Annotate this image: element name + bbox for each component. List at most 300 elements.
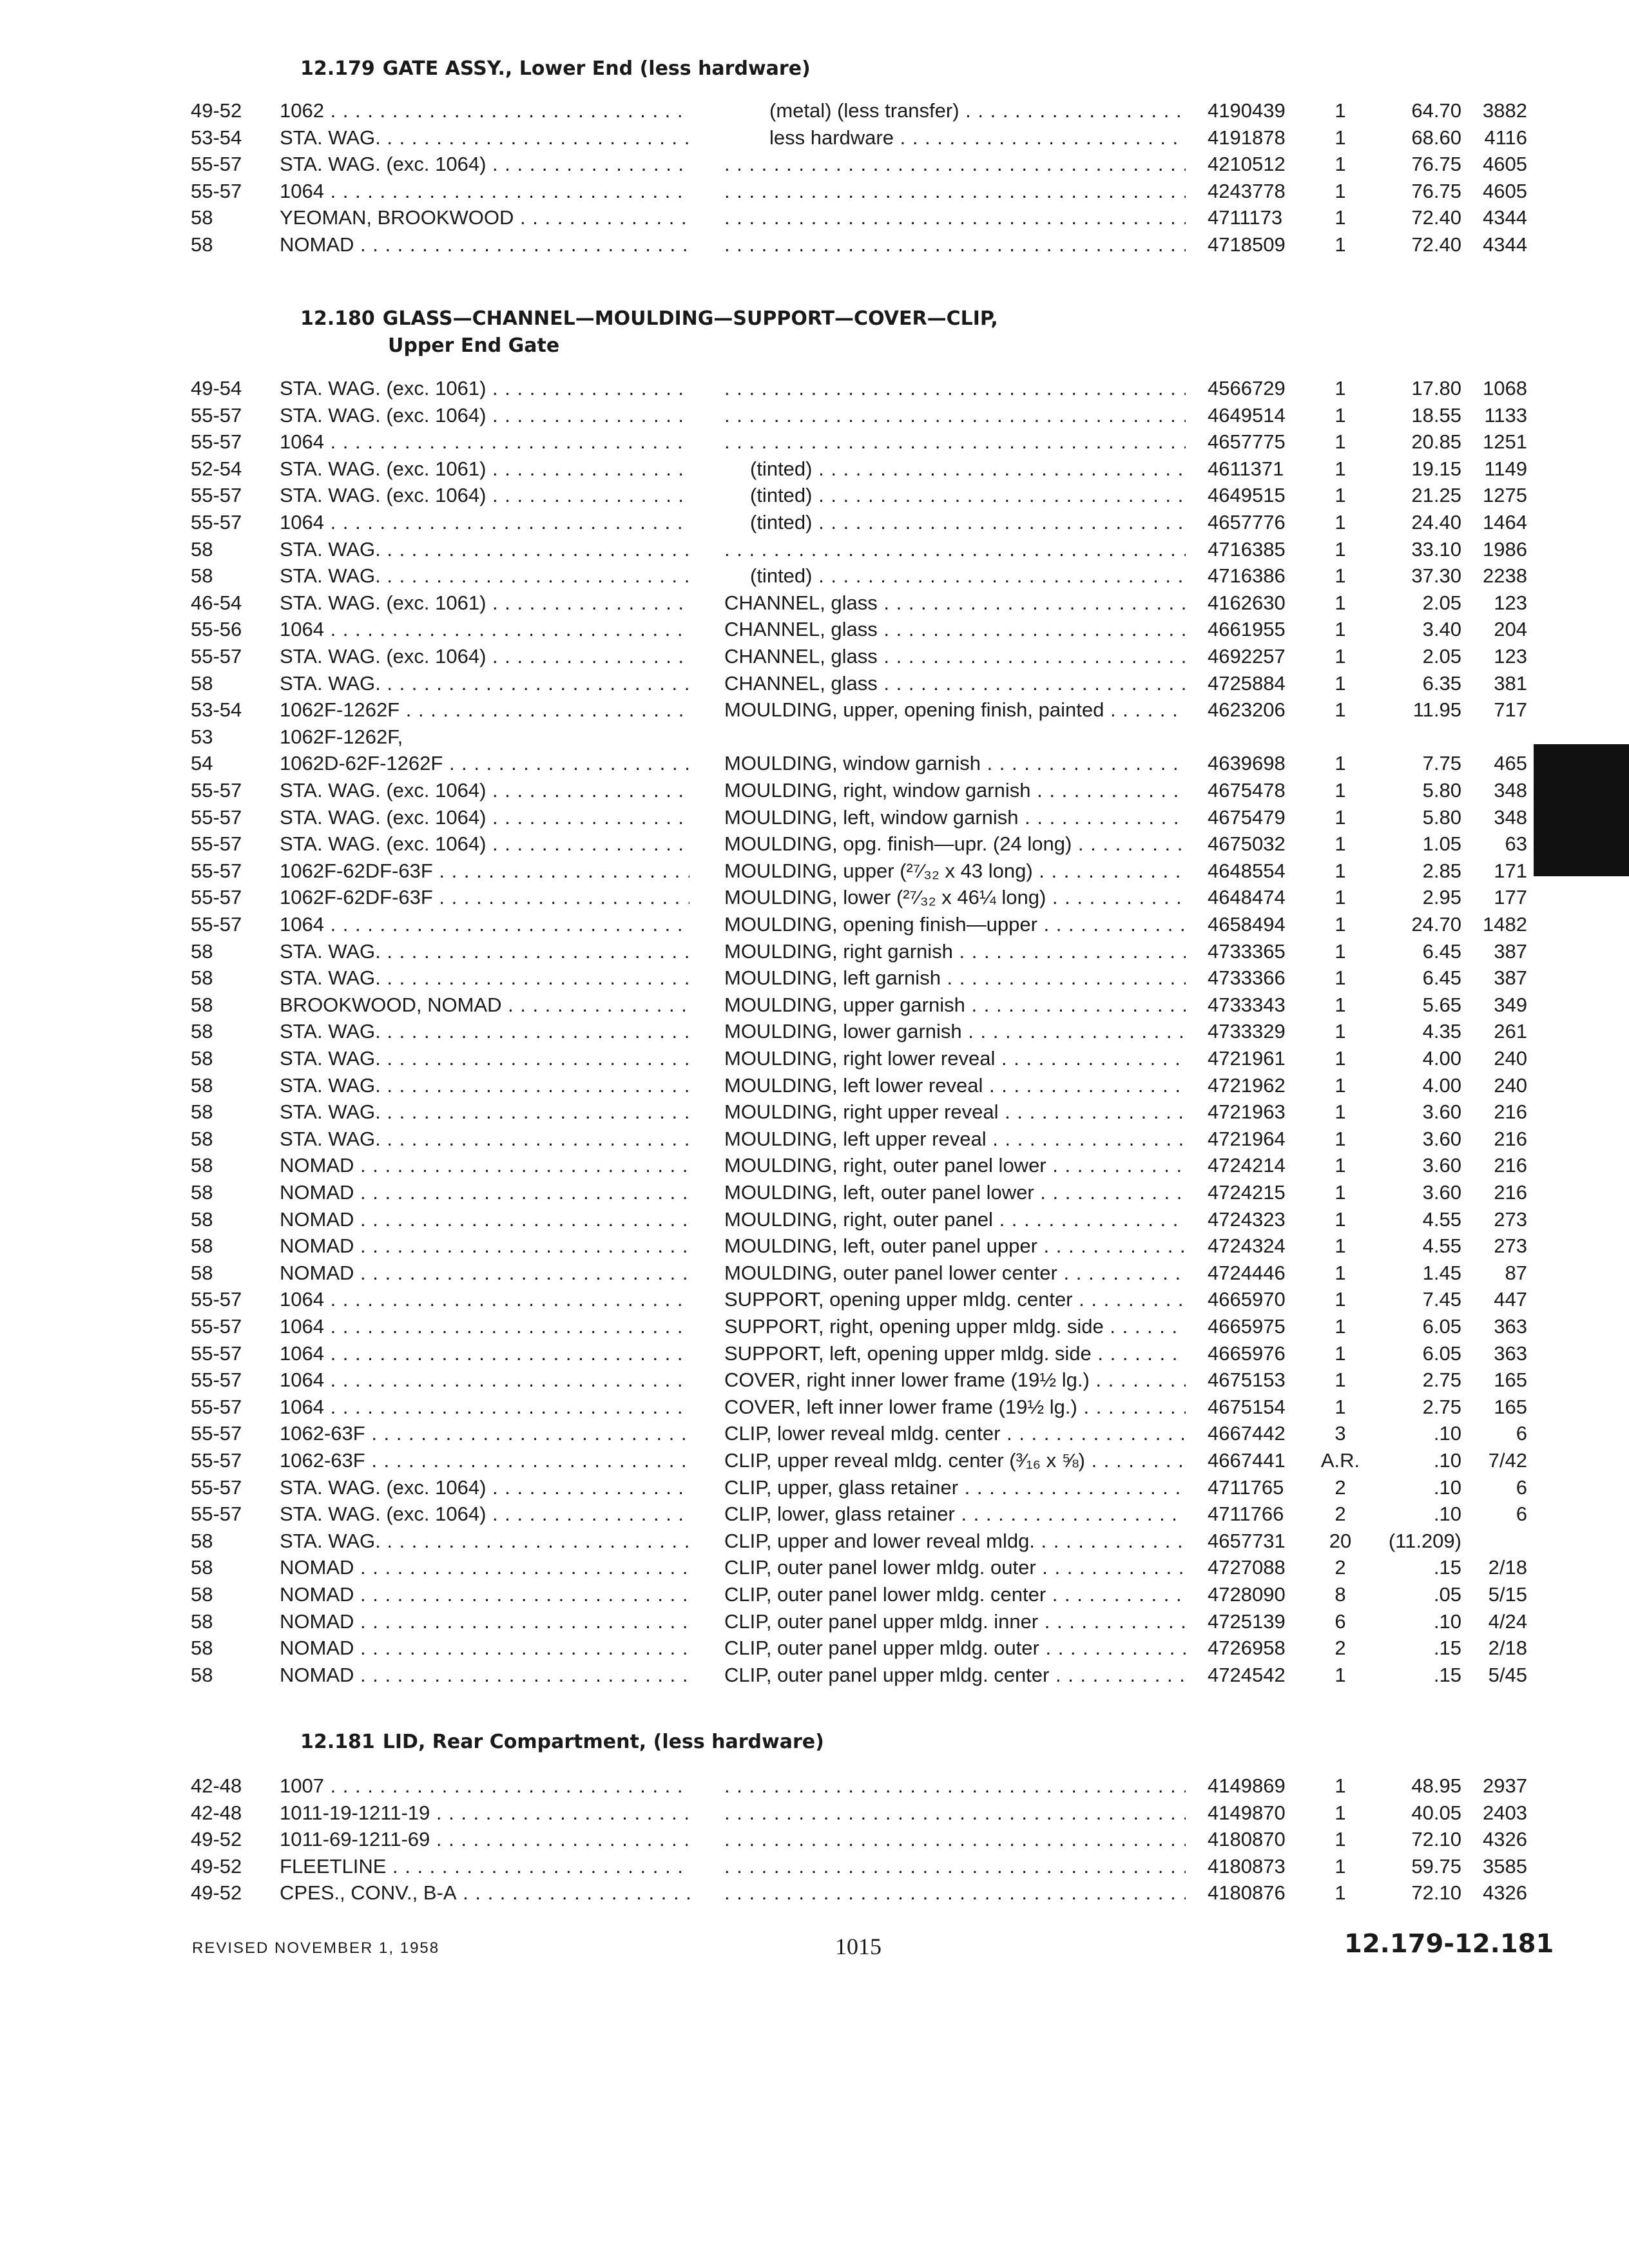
description-cell	[724, 1826, 1186, 1853]
price-cell: 1.05	[1422, 832, 1461, 856]
description-cell	[724, 151, 1186, 178]
code-cell: 87	[1505, 1261, 1527, 1284]
code-cell: 4605	[1483, 153, 1527, 176]
part-number-cell: 4661955	[1208, 618, 1286, 641]
year-cell: 58	[191, 1637, 213, 1660]
description-cell: CHANNEL, glass . . .	[724, 590, 1186, 617]
part-number-cell: 4733365	[1208, 939, 1286, 963]
edge-thumb-tab	[1534, 744, 1629, 876]
year-cell: 55-57	[191, 913, 242, 936]
year-cell: 55-57	[191, 1449, 242, 1472]
price-cell: 3.60	[1422, 1154, 1461, 1177]
model-cell: NOMAD . . .	[280, 1635, 689, 1662]
table-row	[0, 1286, 1629, 1313]
quantity-cell: 1	[1335, 993, 1346, 1016]
description-cell	[724, 1879, 1186, 1907]
code-cell: 165	[1494, 1369, 1527, 1392]
code-cell: 273	[1494, 1207, 1527, 1231]
price-cell: 3.60	[1422, 1100, 1461, 1124]
code-cell: 5/15	[1488, 1583, 1527, 1606]
part-number-cell: 4665970	[1208, 1288, 1286, 1311]
code-cell: 4116	[1484, 126, 1527, 149]
price-cell: 5.80	[1422, 805, 1461, 829]
model-cell: 1064 . . .	[280, 1313, 689, 1340]
table-row	[0, 992, 1629, 1019]
description-cell: CHANNEL, glass . . .	[724, 643, 1186, 670]
price-cell: 4.00	[1422, 1073, 1461, 1097]
model-cell: STA. WAG. (exc. 1061) . . .	[280, 375, 689, 402]
section-number: 12.180	[300, 307, 375, 330]
table-row	[0, 1126, 1629, 1153]
year-cell: 53	[191, 725, 213, 748]
description-cell: (tinted) . . .	[724, 562, 1186, 590]
quantity-cell: 1	[1335, 1261, 1346, 1284]
table-row	[0, 1773, 1629, 1800]
section-title	[300, 1729, 824, 1756]
price-cell: .15	[1433, 1663, 1461, 1686]
description-cell: CLIP, outer panel lower mldg. outer . . .	[724, 1554, 1186, 1581]
price-cell: (11.209)	[1388, 1529, 1461, 1552]
part-number-cell: 4716385	[1208, 537, 1286, 561]
year-cell: 55-57	[191, 179, 242, 202]
description-cell: (tinted) . . .	[724, 482, 1186, 509]
price-cell: 20.85	[1411, 430, 1461, 454]
quantity-cell: A.R.	[1320, 1449, 1360, 1472]
table-row	[0, 231, 1629, 258]
year-cell: 58	[191, 1127, 213, 1150]
description-cell: MOULDING, upper, opening finish, painted . . .	[724, 697, 1186, 724]
year-cell: 55-57	[191, 511, 242, 533]
table-row	[0, 456, 1629, 483]
year-cell: 55-57	[191, 1503, 242, 1526]
section-heading: GLASS—CHANNEL—MOULDING—SUPPORT—COVER—CLIP,	[382, 307, 998, 330]
model-cell: STA. WAG. . . .	[280, 124, 689, 151]
model-cell: STA. WAG. . . .	[280, 1072, 689, 1099]
description-cell: (tinted) . . .	[724, 509, 1186, 536]
code-cell: 165	[1494, 1395, 1527, 1418]
year-cell: 58	[191, 1207, 213, 1231]
price-cell: .10	[1433, 1422, 1461, 1445]
code-cell: 348	[1494, 805, 1527, 829]
part-number-cell: 4725139	[1208, 1610, 1286, 1633]
code-cell: 447	[1494, 1288, 1527, 1311]
year-cell: 58	[191, 1073, 213, 1097]
year-cell: 58	[191, 939, 213, 963]
description-cell: MOULDING, right, outer panel lower . . .	[724, 1152, 1186, 1179]
year-cell: 55-57	[191, 1288, 242, 1311]
part-number-cell: 4648474	[1208, 886, 1286, 909]
table-row	[0, 178, 1629, 205]
model-cell: STA. WAG. (exc. 1061) . . .	[280, 456, 689, 483]
year-cell: 58	[191, 1583, 213, 1606]
description-cell: MOULDING, opg. finish—upr. (24 long) . . .	[724, 831, 1186, 858]
table-row	[0, 1367, 1629, 1394]
description-cell: MOULDING, right, window garnish . . .	[724, 777, 1186, 804]
code-cell: 1464	[1483, 511, 1527, 533]
code-cell: 171	[1494, 859, 1527, 882]
model-cell: 1064 . . .	[280, 1394, 689, 1421]
price-cell: 2.05	[1422, 645, 1461, 668]
model-cell: NOMAD . . .	[280, 1206, 689, 1233]
model-cell: 1062-63F . . .	[280, 1447, 689, 1474]
year-cell: 42-48	[191, 1801, 242, 1824]
model-cell: STA. WAG. (exc. 1061) . . .	[280, 590, 689, 617]
price-cell: .10	[1433, 1503, 1461, 1526]
model-cell: STA. WAG. . . .	[280, 1018, 689, 1045]
quantity-cell: 1	[1335, 511, 1346, 533]
model-cell: 1062D-62F-1262F . . .	[280, 750, 689, 777]
quantity-cell: 1	[1335, 1801, 1346, 1824]
code-cell: 216	[1494, 1181, 1527, 1204]
table-row	[0, 1554, 1629, 1581]
part-number-cell: 4724542	[1208, 1663, 1286, 1686]
code-cell: 240	[1494, 1047, 1527, 1070]
year-cell: 58	[191, 233, 213, 256]
table-row	[0, 965, 1629, 992]
year-cell: 58	[191, 671, 213, 695]
quantity-cell: 3	[1335, 1422, 1346, 1445]
table-row	[0, 204, 1629, 231]
code-cell: 6	[1516, 1422, 1527, 1445]
price-cell: 4.55	[1422, 1235, 1461, 1258]
part-number-cell: 4566729	[1208, 377, 1286, 399]
part-number-cell: 4692257	[1208, 645, 1286, 668]
table-row	[0, 124, 1629, 151]
quantity-cell: 1	[1335, 886, 1346, 909]
description-cell: CLIP, upper and lower reveal mldg. . . .	[724, 1528, 1186, 1555]
description-cell: MOULDING, lower (²⁷⁄₃₂ x 46¼ long) . . .	[724, 884, 1186, 911]
table-row	[0, 697, 1629, 724]
description-cell	[724, 1773, 1186, 1800]
table-row	[0, 375, 1629, 402]
price-cell: 6.35	[1422, 671, 1461, 695]
part-number-cell: 4667441	[1208, 1449, 1286, 1472]
year-cell: 58	[191, 206, 213, 229]
quantity-cell: 1	[1335, 591, 1346, 614]
quantity-cell: 1	[1335, 457, 1346, 480]
part-number-cell: 4191878	[1208, 126, 1286, 149]
code-cell: 273	[1494, 1235, 1527, 1258]
part-number-cell: 4611371	[1208, 457, 1284, 480]
code-cell: 349	[1494, 993, 1527, 1016]
quantity-cell: 1	[1335, 1020, 1346, 1043]
quantity-cell: 1	[1335, 966, 1346, 990]
table-row	[0, 536, 1629, 563]
year-cell: 58	[191, 1556, 213, 1579]
price-cell: 2.05	[1422, 591, 1461, 614]
part-number-cell: 4149869	[1208, 1774, 1286, 1797]
quantity-cell: 1	[1335, 859, 1346, 882]
quantity-cell: 1	[1335, 1341, 1346, 1365]
price-cell: 33.10	[1411, 537, 1461, 561]
description-cell: COVER, left inner lower frame (19½ lg.) . . .	[724, 1394, 1186, 1421]
table-row	[0, 1879, 1629, 1907]
table-row	[0, 151, 1629, 178]
price-cell: 21.25	[1411, 484, 1461, 507]
table-row	[0, 1528, 1629, 1555]
table-row	[0, 1260, 1629, 1287]
model-cell: CPES., CONV., B-A . . .	[280, 1879, 689, 1907]
description-cell: CHANNEL, glass . . .	[724, 670, 1186, 697]
year-cell: 58	[191, 1235, 213, 1258]
description-cell: MOULDING, opening finish—upper . . .	[724, 911, 1186, 938]
code-cell: 216	[1494, 1127, 1527, 1150]
price-cell: .15	[1433, 1556, 1461, 1579]
model-cell: STA. WAG. (exc. 1064) . . .	[280, 151, 689, 178]
description-cell	[724, 1800, 1186, 1827]
year-cell: 55-57	[191, 1369, 242, 1392]
part-number-cell: 4657731	[1208, 1529, 1286, 1552]
code-cell: 6	[1516, 1475, 1527, 1499]
table-row	[0, 1340, 1629, 1367]
price-cell: .10	[1433, 1610, 1461, 1633]
code-cell: 363	[1494, 1315, 1527, 1338]
model-cell: 1062-63F . . .	[280, 1420, 689, 1447]
description-cell: less hardware . . .	[724, 124, 1186, 151]
part-number-cell: 4149870	[1208, 1801, 1286, 1824]
price-cell: 2.85	[1422, 859, 1461, 882]
table-row	[0, 1474, 1629, 1501]
model-cell: 1062F-1262F . . .	[280, 697, 689, 724]
quantity-cell: 1	[1335, 939, 1346, 963]
description-cell: SUPPORT, opening upper mldg. center . . .	[724, 1286, 1186, 1313]
code-cell: 4605	[1483, 179, 1527, 202]
part-number-cell: 4733343	[1208, 993, 1286, 1016]
description-cell: MOULDING, right lower reveal . . .	[724, 1045, 1186, 1072]
price-cell: 2.95	[1422, 886, 1461, 909]
price-cell: 1.45	[1422, 1261, 1461, 1284]
year-cell: 55-57	[191, 859, 242, 882]
year-cell: 58	[191, 1100, 213, 1124]
price-cell: 11.95	[1412, 698, 1461, 722]
quantity-cell: 1	[1335, 832, 1346, 856]
year-cell: 42-48	[191, 1774, 242, 1797]
model-cell: STA. WAG. . . .	[280, 938, 689, 965]
table-row	[0, 509, 1629, 536]
part-number-cell: 4721964	[1208, 1127, 1286, 1150]
year-cell: 55-57	[191, 832, 242, 856]
description-cell: SUPPORT, left, opening upper mldg. side . . .	[724, 1340, 1186, 1367]
year-cell: 49-52	[191, 1828, 242, 1851]
description-cell	[724, 178, 1186, 205]
year-cell: 55-57	[191, 1395, 242, 1418]
part-number-cell: 4649514	[1208, 403, 1286, 427]
year-cell: 58	[191, 1181, 213, 1204]
year-cell: 52-54	[191, 457, 242, 480]
part-number-cell: 4657775	[1208, 430, 1286, 454]
part-number-cell: 4667442	[1208, 1422, 1286, 1445]
quantity-cell: 1	[1335, 1154, 1346, 1177]
description-cell	[724, 231, 1186, 258]
quantity-cell: 1	[1335, 1774, 1346, 1797]
section-subtitle: Upper End Gate	[388, 334, 560, 357]
table-row	[0, 884, 1629, 911]
quantity-cell: 8	[1335, 1583, 1346, 1606]
table-row	[0, 1152, 1629, 1179]
code-cell: 387	[1494, 939, 1527, 963]
price-cell: 2.75	[1422, 1369, 1461, 1392]
price-cell: .10	[1433, 1449, 1461, 1472]
description-cell: MOULDING, right, outer panel . . .	[724, 1206, 1186, 1233]
table-row	[0, 1800, 1629, 1827]
model-cell: STA. WAG. . . .	[280, 1045, 689, 1072]
year-cell: 53-54	[191, 698, 242, 722]
price-cell: 72.10	[1411, 1881, 1461, 1905]
model-cell: 1011-69-1211-69 . . .	[280, 1826, 689, 1853]
quantity-cell: 1	[1335, 1127, 1346, 1150]
part-number-cell: 4733366	[1208, 966, 1286, 990]
description-cell: MOULDING, upper (²⁷⁄₃₂ x 43 long) . . .	[724, 858, 1186, 885]
quantity-cell: 1	[1335, 126, 1346, 149]
part-number-cell: 4716386	[1208, 564, 1286, 588]
description-cell: MOULDING, left upper reveal . . .	[724, 1126, 1186, 1153]
table-row	[0, 562, 1629, 590]
price-cell: 59.75	[1411, 1854, 1461, 1878]
code-cell: 4326	[1483, 1828, 1527, 1851]
table-row	[0, 1420, 1629, 1447]
quantity-cell: 1	[1335, 153, 1346, 176]
model-cell: 1064 . . .	[280, 616, 689, 643]
year-cell: 58	[191, 1154, 213, 1177]
year-cell: 55-57	[191, 430, 242, 454]
part-number-cell: 4658494	[1208, 913, 1286, 936]
quantity-cell: 6	[1335, 1610, 1346, 1633]
year-cell: 58	[191, 1261, 213, 1284]
table-row	[0, 911, 1629, 938]
model-cell: STA. WAG. . . .	[280, 1126, 689, 1153]
year-cell: 55-57	[191, 484, 242, 507]
year-cell: 58	[191, 1020, 213, 1043]
price-cell: 17.80	[1411, 377, 1461, 399]
price-cell: 37.30	[1411, 564, 1461, 588]
price-cell: 18.55	[1411, 403, 1461, 427]
model-cell: STA. WAG. (exc. 1064) . . .	[280, 402, 689, 429]
quantity-cell: 1	[1335, 805, 1346, 829]
quantity-cell: 1	[1335, 1315, 1346, 1338]
price-cell: 5.80	[1422, 779, 1461, 802]
table-row	[0, 643, 1629, 670]
code-cell: 465	[1494, 752, 1527, 775]
model-cell: 1062F-62DF-63F . . .	[280, 858, 689, 885]
part-number-cell: 4180870	[1208, 1828, 1286, 1851]
quantity-cell: 1	[1335, 179, 1346, 202]
price-cell: 40.05	[1411, 1801, 1461, 1824]
description-cell: MOULDING, right garnish . . .	[724, 938, 1186, 965]
description-cell: (tinted) . . .	[724, 456, 1186, 483]
code-cell: 177	[1494, 886, 1527, 909]
quantity-cell: 1	[1335, 1854, 1346, 1878]
code-cell: 1068	[1483, 377, 1527, 399]
part-number-cell: 4210512	[1208, 153, 1286, 176]
year-cell: 58	[191, 993, 213, 1016]
quantity-cell: 1	[1335, 1207, 1346, 1231]
year-cell: 55-57	[191, 886, 242, 909]
year-cell: 58	[191, 1529, 213, 1552]
part-number-cell: 4724214	[1208, 1154, 1286, 1177]
description-cell: MOULDING, outer panel lower center . . .	[724, 1260, 1186, 1287]
code-cell: 2238	[1483, 564, 1527, 588]
price-cell: 4.55	[1422, 1207, 1461, 1231]
model-cell: STA. WAG. (exc. 1064) . . .	[280, 1474, 689, 1501]
part-number-cell: 4718509	[1208, 233, 1286, 256]
code-cell: 4344	[1483, 206, 1527, 229]
price-cell: 3.40	[1422, 618, 1461, 641]
price-cell: 6.45	[1422, 966, 1461, 990]
price-cell: .10	[1433, 1475, 1461, 1499]
year-cell: 58	[191, 966, 213, 990]
code-cell: 5/45	[1488, 1663, 1527, 1686]
quantity-cell: 1	[1335, 377, 1346, 399]
code-cell: 2403	[1483, 1801, 1527, 1824]
code-cell: 261	[1494, 1020, 1527, 1043]
quantity-cell: 20	[1329, 1529, 1352, 1552]
quantity-cell: 1	[1335, 1663, 1346, 1686]
table-row	[0, 858, 1629, 885]
section-heading: GATE ASSY., Lower End (less hardware)	[382, 57, 811, 80]
model-cell: NOMAD . . .	[280, 1152, 689, 1179]
year-cell: 49-52	[191, 1854, 242, 1878]
year-cell: 55-57	[191, 779, 242, 802]
description-cell	[724, 375, 1186, 402]
table-row	[0, 1179, 1629, 1206]
part-number-cell: 4649515	[1208, 484, 1286, 507]
code-cell: 240	[1494, 1073, 1527, 1097]
description-cell: CLIP, lower reveal mldg. center . . .	[724, 1420, 1186, 1447]
code-cell: 7/42	[1488, 1449, 1527, 1472]
part-number-cell: 4243778	[1208, 179, 1286, 202]
price-cell: 4.35	[1422, 1020, 1461, 1043]
quantity-cell: 1	[1335, 1073, 1346, 1097]
part-number-cell: 4726958	[1208, 1637, 1286, 1660]
code-cell: 363	[1494, 1341, 1527, 1365]
year-cell: 46-54	[191, 591, 242, 614]
part-number-cell: 4657776	[1208, 511, 1286, 533]
table-row	[0, 1826, 1629, 1853]
quantity-cell: 1	[1335, 537, 1346, 561]
code-cell: 123	[1494, 591, 1527, 614]
model-cell: 1064 . . .	[280, 1286, 689, 1313]
table-row	[0, 1662, 1629, 1689]
table-row	[0, 831, 1629, 858]
model-cell: 1011-19-1211-19 . . .	[280, 1800, 689, 1827]
price-cell: 19.15	[1411, 457, 1461, 480]
model-cell: YEOMAN, BROOKWOOD . . .	[280, 204, 689, 231]
table-row	[0, 402, 1629, 429]
model-cell: 1064 . . .	[280, 178, 689, 205]
part-number-cell: 4675154	[1208, 1395, 1286, 1418]
year-cell: 53-54	[191, 126, 242, 149]
year-cell: 55-57	[191, 153, 242, 176]
model-cell: NOMAD . . .	[280, 1581, 689, 1608]
table-row	[0, 1206, 1629, 1233]
code-cell: 216	[1494, 1100, 1527, 1124]
price-cell: 72.40	[1411, 206, 1461, 229]
table-row	[0, 670, 1629, 697]
quantity-cell: 1	[1335, 233, 1346, 256]
quantity-cell: 1	[1335, 430, 1346, 454]
model-cell: 1064 . . .	[280, 1367, 689, 1394]
table-row	[0, 97, 1629, 124]
model-cell: 1062 . . .	[280, 97, 689, 124]
price-cell: 24.40	[1411, 511, 1461, 533]
code-cell: 6	[1516, 1503, 1527, 1526]
quantity-cell: 1	[1335, 752, 1346, 775]
description-cell: MOULDING, upper garnish . . .	[724, 992, 1186, 1019]
quantity-cell: 1	[1335, 1369, 1346, 1392]
part-number-cell: 4623206	[1208, 698, 1286, 722]
table-row	[0, 804, 1629, 831]
description-cell: (metal) (less transfer) . . .	[724, 97, 1186, 124]
